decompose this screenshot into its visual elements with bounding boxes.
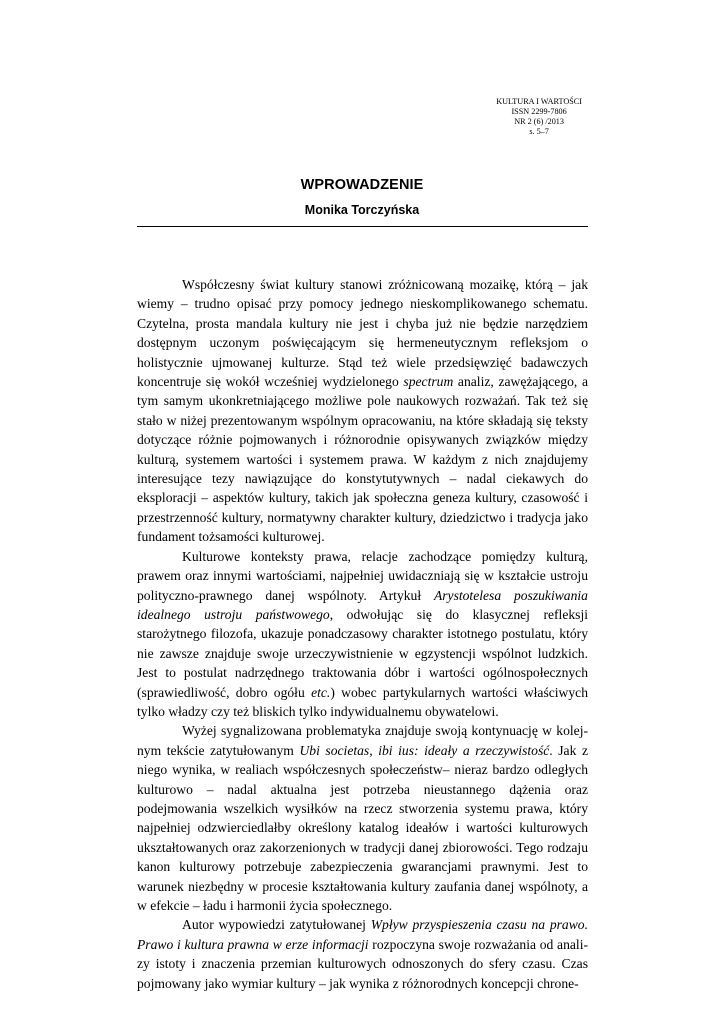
text-run: Kulturowe konteksty prawa, relacje zachodzące pomiędzy kulturą, prawem oraz innymi wartościami, najpełniej uwidaczniają się w kształcie ustroju polityczno-prawnego danej wspólnoty. Artykuł — [137, 548, 588, 603]
text-run: Współczesny świat kultury stanowi zróżnicowaną mozaikę, którą – jak wiemy – trudno opisać przy pomocy jednego nieskomplikowanego schematu. Czytelna, prosta mandala kultury nie jest i chyba już nie będzie narzędziem dostępnym uczonym poświęcającym się hermeneutycznym refleksjom o holistycznie ujmowanej kulturze. Stąd też wiele przedsięwzięć badawczych koncentruje się wokół wcześniej wydzielonego — [137, 277, 588, 390]
paragraph — [137, 275, 588, 547]
paragraph — [137, 915, 588, 993]
italic-text: spectrum — [403, 374, 454, 390]
italic-text: Wpływ przyspieszenia czasu na prawo. Prawo i kultura prawna w erze informacji — [137, 917, 588, 952]
article-title: WPROWADZENIE — [300, 177, 424, 193]
header-divider — [137, 226, 588, 227]
text-run: . Jak z niego wynika, w realiach współczesnych społeczeństw– nieraz bardzo odległych kulturowo – nadal aktualna jest potrzeba nieustannego dążenia oraz podejmowania wszelkich wysiłków na rzecz stworzenia systemu prawa, który najpełniej odzwierciedlałby określony katalog ideałów i wartości kulturowych ukształtowanych oraz zakorzenionych w tradycji danej zbiorowości. Tego rodzaju kanon kulturowy potrzebuje zabezpieczenia gwarancjami prawnymi. Jest to warunek niezbędny w procesie kształtowania kultury zaufania danej wspólnoty, a w efekcie – ładu i harmonii życia społecznego. — [137, 742, 588, 913]
journal-issue: NR 2 (6) /2013 — [514, 117, 564, 126]
paragraph — [137, 721, 588, 915]
italic-text: Ubi societas, ibi ius: ideały a rzeczywistość — [299, 742, 550, 758]
text-run: , odwołując się do klasycznej refleksji starożytnego filozofa, ukazuje ponadczasowy charakter istotnego postulatu, który nie zawsze znajduje swoje urzeczywistnienie w egzystencji wspólnot ludzkich. Jest to postulat nadrzędnego traktowania dóbr i wartości ogólnospołecznych (sprawiedliwość, dobro ogółu — [137, 606, 589, 700]
article-author: Monika Torczyńska — [304, 203, 420, 217]
journal-info — [496, 97, 582, 137]
journal-name: KULTURA I WARTOŚCI — [496, 97, 582, 106]
text-run: Autor wypowiedzi zatytułowanej — [182, 917, 371, 933]
journal-pages: s. 5–7 — [529, 127, 549, 136]
italic-text: etc. — [311, 684, 331, 700]
text-run: rozpoczyna swoje rozważania od analizy istoty i znaczenia przemian kulturowych odnoszonych do sfery czasu. Czas pojmowany jako wymiar kultury – jak wynika z różnorodnych koncepcji chrone- — [137, 936, 589, 991]
article-body — [137, 275, 588, 993]
journal-issn: ISSN 2299-7806 — [511, 107, 567, 116]
paragraph — [137, 547, 588, 722]
text-run: analiz, zawężającego, a tym samym ukonkretniającego możliwe pole naukowych rozważań. Tak też się stało w niżej prezentowanym wspólnym opracowaniu, na które składają się teksty dotyczące różnie pojmowanych i różnorodnie opisywanych związków między kulturą, systemem wartości i systemem prawa. W każdym z nich znajdujemy interesujące tezy nawiązujące do konstytutywnych – nadal ciekawych do eksploracji – aspektów kultury, takich jak społeczna geneza kultury, czasowość i przestrzenność kultury, normatywny charakter kultury, dziedzictwo i tradycja jako fundament tożsamości kulturowej. — [137, 374, 588, 545]
text-run: ) wobec partykularnych wartości właściwych tylko władzy czy też bliskich tylko indywidualnemu obywatelowi. — [137, 684, 589, 719]
text-run: Wyżej sygnalizowana problematyka znajduje swoją kontynuację w kolejnym tekście zatytułowanym — [137, 723, 588, 758]
italic-text: Arystotelesa poszukiwania idealnego ustroju państwowego — [137, 587, 588, 622]
